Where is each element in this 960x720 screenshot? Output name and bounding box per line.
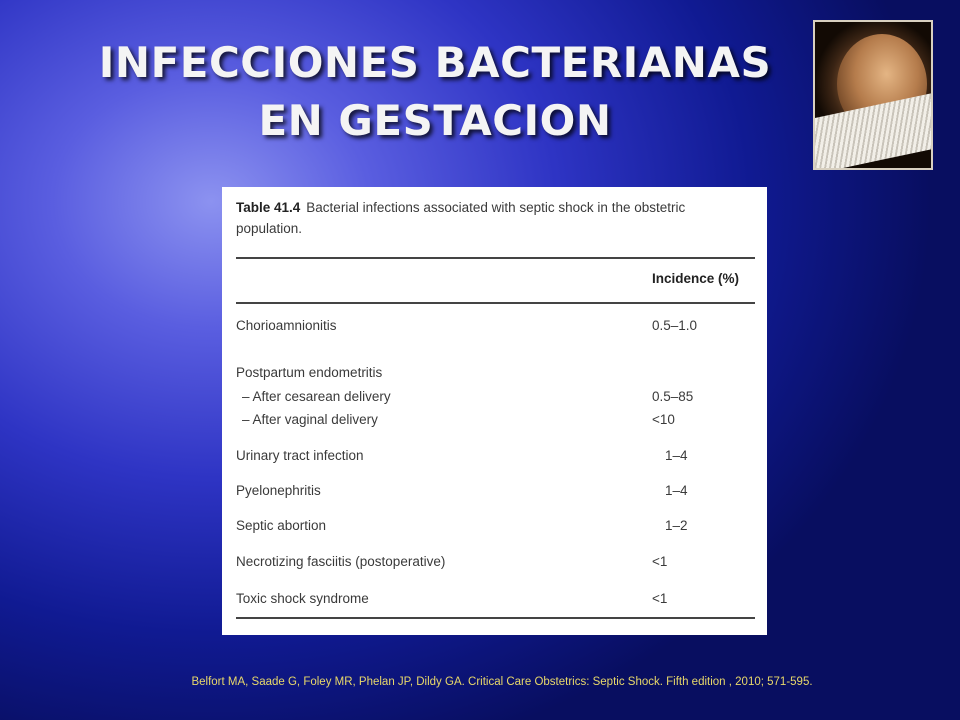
table-bottom-rule xyxy=(236,617,755,619)
row-name-pyelonephritis: Pyelonephritis xyxy=(236,483,321,498)
table-header-rule xyxy=(236,302,755,304)
row-name-chorioamnionitis: Chorioamnionitis xyxy=(236,318,337,333)
column-header-incidence: Incidence (%) xyxy=(652,271,740,286)
row-value-after-vaginal: <10 xyxy=(652,412,675,427)
row-value-chorioamnionitis: 0.5–1.0 xyxy=(652,318,698,333)
row-name-after-cesarean: – After cesarean delivery xyxy=(242,389,391,404)
row-value-toxic-shock-syndrome: <1 xyxy=(652,591,668,606)
citation-footer: Belfort MA, Saade G, Foley MR, Phelan JP, Dildy GA. Critical Care Obstetrics: Septic Shock. Fifth edition , 2010; 571-595. xyxy=(191,676,813,688)
table-label: Table 41.4 xyxy=(236,200,301,215)
table-caption-line-2: population. xyxy=(236,221,303,236)
row-value-necrotizing-fasciitis: <1 xyxy=(652,554,668,569)
row-value-septic-abortion: 1–2 xyxy=(665,518,688,533)
row-name-toxic-shock-syndrome: Toxic shock syndrome xyxy=(236,591,369,606)
table-image xyxy=(222,187,767,635)
row-value-pyelonephritis: 1–4 xyxy=(665,483,688,498)
pregnant-belly-photo xyxy=(813,20,933,170)
table-caption xyxy=(236,197,756,239)
row-value-after-cesarean: 0.5–85 xyxy=(652,389,694,404)
row-name-necrotizing-fasciitis: Necrotizing fasciitis (postoperative) xyxy=(236,554,446,569)
slide-title xyxy=(40,34,830,150)
table-caption-line-1: Bacterial infections associated with septic shock in the obstetric xyxy=(306,200,686,215)
slide-title-line-1: INFECCIONES BACTERIANAS xyxy=(98,38,772,87)
row-name-after-vaginal: – After vaginal delivery xyxy=(242,412,378,427)
row-value-urinary-tract-infection: 1–4 xyxy=(665,448,688,463)
row-name-urinary-tract-infection: Urinary tract infection xyxy=(236,448,364,463)
row-name-septic-abortion: Septic abortion xyxy=(236,518,327,533)
table-top-rule xyxy=(236,257,755,259)
slide-title-line-2: EN GESTACION xyxy=(258,96,612,145)
row-name-postpartum-endometritis: Postpartum endometritis xyxy=(236,365,383,380)
